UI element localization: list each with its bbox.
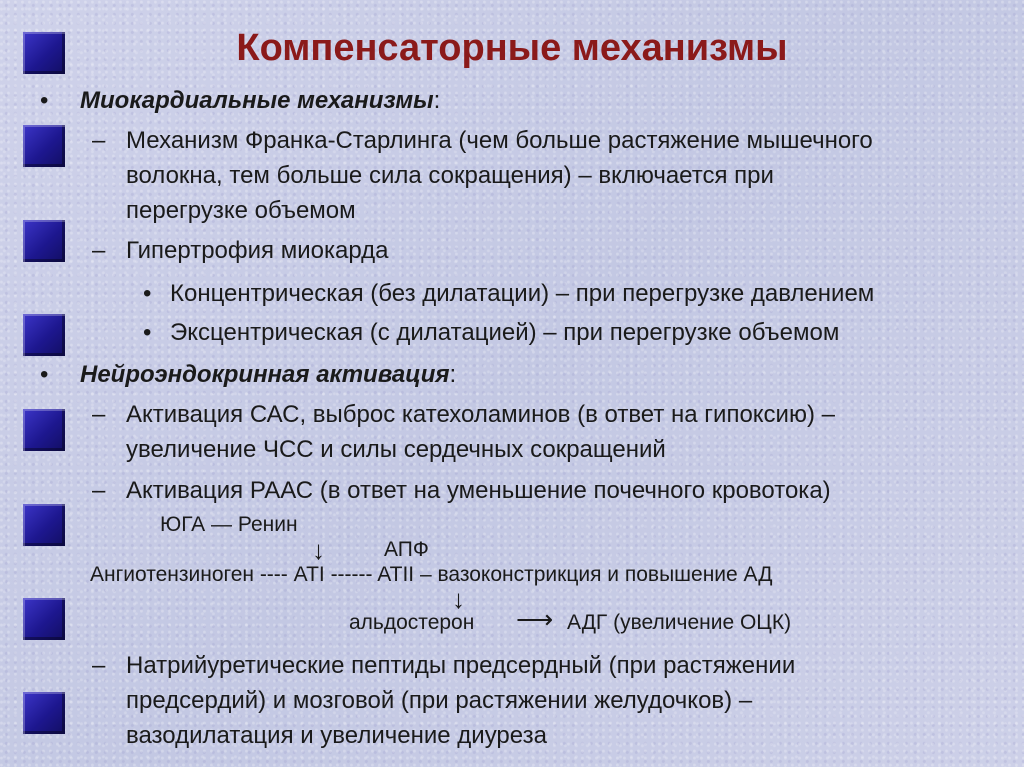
hypertrophy-item: Гипертрофия миокарда <box>126 237 389 264</box>
section-bullet: • <box>40 361 49 388</box>
section-heading-colon: : <box>449 361 457 388</box>
scheme-aldosterone: альдостерон <box>349 611 475 634</box>
page-title: Компенсаторные механизмы <box>236 27 788 69</box>
natriuretic-line-1: Натрийуретические пептиды предсердный (при растяжении <box>126 652 796 679</box>
natriuretic-line-3: вазодилатация и увеличение диуреза <box>126 722 547 749</box>
sub-bullet: • <box>143 319 152 346</box>
square-bullet-icon <box>23 598 65 640</box>
sas-line-1: Активация САС, выброс катехоламинов (в ответ на гипоксию) – <box>126 401 835 428</box>
square-bullet-icon <box>23 314 65 356</box>
square-bullet-icon <box>23 125 65 167</box>
section-heading-neuroendocrine <box>80 357 456 392</box>
scheme-chain: Ангиотензиноген ---- ATI ------ ATII – вазоконстрикция и повышение АД <box>90 563 773 586</box>
section-bullet: • <box>40 87 49 114</box>
square-bullet-icon <box>23 220 65 262</box>
frank-starling-line-1: Механизм Франка-Старлинга (чем больше растяжение мышечного <box>126 127 873 154</box>
square-bullet-icon <box>23 692 65 734</box>
section-heading-myocardial <box>80 83 440 118</box>
scheme-yuga-renin: ЮГА — Ренин <box>160 513 298 536</box>
item-dash: – <box>92 127 106 154</box>
eccentric-item: Эксцентрическая (с дилатацией) – при перегрузке объемом <box>170 319 840 346</box>
square-bullet-icon <box>23 409 65 451</box>
frank-starling-line-3: перегрузке объемом <box>126 197 356 224</box>
sas-line-2: увеличение ЧСС и силы сердечных сокращений <box>126 436 666 463</box>
natriuretic-line-2: предсердий) и мозговой (при растяжении желудочков) – <box>126 687 753 714</box>
section-heading-colon: : <box>433 87 441 114</box>
scheme-apf: АПФ <box>384 538 429 561</box>
item-dash: – <box>92 401 106 428</box>
section-heading-text: Миокардиальные механизмы <box>80 87 434 114</box>
section-heading-text: Нейроэндокринная активация <box>80 361 450 388</box>
down-arrow-icon: ↓ <box>452 584 465 614</box>
sub-bullet: • <box>143 280 152 307</box>
item-dash: – <box>92 477 106 504</box>
down-arrow-icon: ↓ <box>312 535 325 565</box>
raas-item: Активация РААС (в ответ на уменьшение почечного кровотока) <box>126 477 831 504</box>
item-dash: – <box>92 652 106 679</box>
scheme-adg: АДГ (увеличение ОЦК) <box>567 611 792 634</box>
square-bullet-icon <box>23 504 65 546</box>
item-dash: – <box>92 237 106 264</box>
frank-starling-line-2: волокна, тем больше сила сокращения) – включается при <box>126 162 774 189</box>
concentric-item: Концентрическая (без дилатации) – при перегрузке давлением <box>170 280 875 307</box>
right-arrow-icon: ⟶ <box>516 604 554 634</box>
